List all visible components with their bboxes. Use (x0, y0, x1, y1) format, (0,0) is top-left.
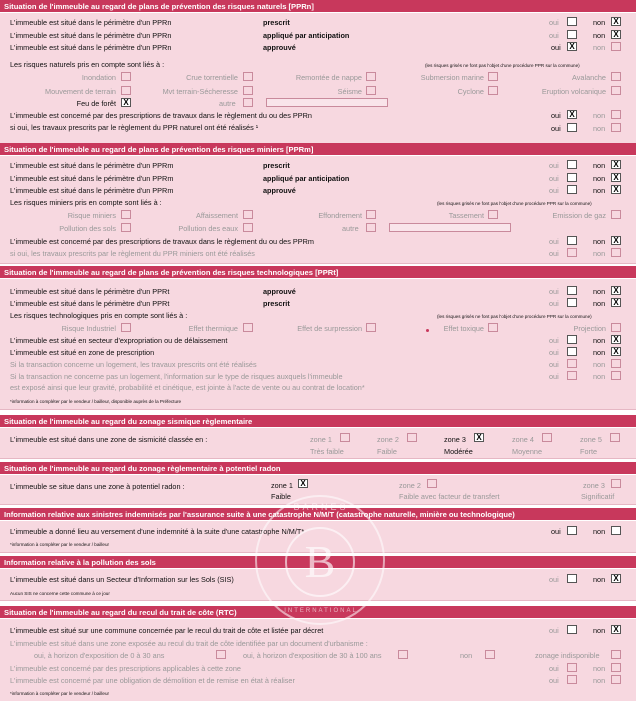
risk-effet-thermique-label: Effet thermique (188, 324, 238, 333)
pprn-row-approuve-status: approuvé (263, 43, 296, 52)
pprt-prescription-oui-checkbox[interactable] (567, 347, 577, 356)
rtc-demolition-oui-checkbox[interactable] (567, 675, 577, 684)
pprn-risks-note: (les risques grisés ne font pas l'objet d'une procédure PPR sur la commune) (425, 63, 580, 68)
risk-crue-torrentielle-label: Crue torrentielle (186, 73, 238, 82)
pprt-non-logement-non-label: non (593, 372, 606, 381)
pprt-non-logement-oui-checkbox[interactable] (567, 371, 577, 380)
rtc-commune-oui-label: oui (549, 626, 559, 635)
sols-non-label: non (593, 575, 606, 584)
sismique-zone3-level: Modérée (444, 447, 473, 456)
pprm-row-anticipation-status: appliqué par anticipation (263, 174, 350, 183)
sinistres-oui-checkbox[interactable] (567, 526, 577, 535)
pprt-non-logement-question-cont: est exposé ainsi que leur gravité, probabilité et cinétique, est jointe à l'acte de vente ou au contrat de location* (10, 383, 365, 392)
risk-cyclone-label: Cyclone (457, 87, 484, 96)
pprn-prescriptions-non-checkbox[interactable] (611, 110, 621, 119)
sismique-zone3-label: zone 3 (444, 435, 466, 444)
sismique-zone4-checkbox[interactable] (542, 433, 552, 442)
section-pprm-header: Situation de l'immeuble au regard de plans de prévention des risques miniers [PPRm] (0, 143, 636, 155)
pprm-approuve-oui-checkbox[interactable] (567, 185, 577, 194)
rtc-option-indisponible-checkbox[interactable] (611, 650, 621, 659)
pprm-travaux-question: si oui, les travaux prescrits par le règlement du PPR miniers ont été réalisés (10, 249, 255, 258)
radon-zone1-checkbox[interactable]: X (298, 479, 308, 488)
pprt-risks-intro: Les risques technologiques pris en compte sont liés à : (10, 311, 188, 320)
pprt-approuve-oui-label: oui (549, 287, 559, 296)
pprn-row-anticipation-status: appliqué par anticipation (263, 31, 350, 40)
sismique-zone4-level: Moyenne (512, 447, 543, 456)
risk-industriel-label: Risque Industriel (61, 324, 116, 333)
pprm-autre-checkbox[interactable] (366, 223, 376, 232)
pprt-non-logement-non-checkbox[interactable] (611, 371, 621, 380)
pprt-prescription-question: L'immeuble est situé en zone de prescription (10, 348, 155, 357)
section-pprm (0, 156, 636, 264)
pprt-expropriation-question: L'immeuble est situé en secteur d'expropriation ou de délaissement (10, 336, 228, 345)
pprn-travaux-oui-label: oui (551, 124, 561, 133)
pprm-anticipation-oui-checkbox[interactable] (567, 173, 577, 182)
pprn-prescrit-non-label: non (593, 18, 606, 27)
sismique-question: L'immeuble est situé dans une zone de sismicité classée en : (10, 435, 208, 444)
pprn-anticipation-oui-label: oui (549, 31, 559, 40)
pprn-travaux-question: si oui, les travaux prescrits par le règlement du PPR naturel ont été réalisés ¹ (10, 123, 259, 132)
risk-projection-checkbox[interactable] (611, 323, 621, 332)
pprn-autre-checkbox[interactable] (243, 98, 253, 107)
rtc-demolition-non-label: non (593, 676, 606, 685)
risk-submersion-marine-label: Submersion marine (420, 73, 484, 82)
sismique-zone2-level: Faible (377, 447, 397, 456)
sismique-zone1-level: Très faible (310, 447, 344, 456)
sismique-zone5-checkbox[interactable] (610, 433, 620, 442)
section-pprt-header: Situation de l'immeuble au regard de plans de prévention des risques technologiques [PPRt] (0, 266, 636, 278)
rtc-zone-question: L'immeuble est situé dans une zone exposée au recul du trait de côte identifiée par un document d'urbanisme : (10, 639, 368, 648)
pprt-row-approuve-label: L'immeuble est situé dans le périmètre d'un PPRt (10, 287, 170, 296)
risk-pollution-eaux-label: Pollution des eaux (178, 224, 238, 233)
radon-zone3-label: zone 3 (583, 481, 605, 490)
pprn-row-anticipation-label: L'immeuble est situé dans le périmètre d'un PPRn (10, 31, 172, 40)
pprm-prescrit-non-label: non (593, 161, 606, 170)
risk-cyclone-checkbox[interactable] (488, 86, 498, 95)
risk-crue-torrentielle-checkbox[interactable] (243, 72, 253, 81)
risk-tassement-label: Tassement (448, 211, 484, 220)
pprm-prescrit-oui-label: oui (549, 161, 559, 170)
risk-effet-toxique-checkbox[interactable] (488, 323, 498, 332)
risk-feu-foret-checkbox[interactable]: X (121, 98, 131, 107)
radon-zone3-checkbox[interactable] (611, 479, 621, 488)
sismique-zone5-level: Forte (580, 447, 598, 456)
pprm-prescriptions-question: L'immeuble est concerné par des prescriptions de travaux dans le règlement du ou des PPRm (10, 237, 314, 246)
pprn-autre-input[interactable] (266, 98, 388, 107)
risk-mouvement-terrain-checkbox[interactable] (121, 86, 131, 95)
sismique-zone1-label: zone 1 (310, 435, 332, 444)
pprm-travaux-oui-checkbox[interactable] (567, 248, 577, 257)
pprt-logement-non-checkbox[interactable] (611, 359, 621, 368)
pprt-logement-oui-checkbox[interactable] (567, 359, 577, 368)
watermark-top-text: BARNES (293, 502, 349, 512)
risk-remontee-nappe-checkbox[interactable] (366, 72, 376, 81)
pprt-prescription-non-checkbox[interactable]: X (611, 347, 621, 356)
pprm-risks-note: (les risques grisés ne font pas l'objet d'une procédure PPR sur la commune) (437, 201, 592, 206)
pprn-travaux-non-checkbox[interactable] (611, 123, 621, 132)
radon-zone3-level: Significatif (581, 492, 615, 501)
pprm-row-approuve-label: L'immeuble est situé dans le périmètre d'un PPRm (10, 186, 174, 195)
pprm-row-prescrit-status: prescrit (263, 161, 290, 170)
sismique-zone2-checkbox[interactable] (407, 433, 417, 442)
pprt-expropriation-oui-label: oui (549, 336, 559, 345)
pprn-prescriptions-oui-checkbox[interactable]: X (567, 110, 577, 119)
sinistres-non-label: non (593, 527, 606, 536)
risk-eruption-volcanique-label: Eruption volcanique (541, 87, 606, 96)
rtc-option-30-100-label: oui, à horizon d'exposition de 30 à 100 ans (243, 651, 382, 660)
risk-effondrement-label: Effondrement (318, 211, 362, 220)
sismique-zone1-checkbox[interactable] (340, 433, 350, 442)
pprn-prescrit-oui-label: oui (549, 18, 559, 27)
pprm-risks-intro: Les risques miniers pris en compte sont liés à : (10, 198, 162, 207)
risk-pollution-eaux-checkbox[interactable] (243, 223, 253, 232)
pprt-approuve-non-label: non (593, 287, 606, 296)
pprt-prescrit-non-checkbox[interactable]: X (611, 298, 621, 307)
risk-feu-foret-label: Feu de forêt (76, 99, 116, 108)
rtc-option-non-checkbox[interactable] (485, 650, 495, 659)
rtc-option-0-30-label: oui, à horizon d'exposition de 0 à 30 ans (34, 651, 165, 660)
pprm-row-approuve-status: approuvé (263, 186, 296, 195)
rtc-demolition-question: L'immeuble est concerné par une obligation de démolition et de remise en état à réaliser (10, 676, 295, 685)
rtc-prescriptions-non-checkbox[interactable] (611, 663, 621, 672)
section-pprn (0, 13, 636, 146)
risk-miniers-label: Risque miniers (67, 211, 116, 220)
sinistres-oui-label: oui (551, 527, 561, 536)
rtc-demolition-oui-label: oui (549, 676, 559, 685)
rtc-commune-question: L'immeuble est situé sur une commune concernée par le recul du trait de côte et listée par décret (10, 626, 324, 635)
pprt-expropriation-oui-checkbox[interactable] (567, 335, 577, 344)
pprt-approuve-non-checkbox[interactable]: X (611, 286, 621, 295)
pprm-prescrit-non-checkbox[interactable]: X (611, 160, 621, 169)
radon-zone2-level: Faible avec facteur de transfert (399, 492, 500, 501)
pprm-prescriptions-non-label: non (593, 237, 606, 246)
section-sols-header: Information relative à la pollution des sols (0, 556, 636, 568)
section-sinistres-header: Information relative aux sinistres indemnisés par l'assurance suite à une catastrophe N/M/T (catastrophe naturelle, minière ou technologique) (0, 508, 636, 520)
risk-emission-gaz-label: Emission de gaz (552, 211, 606, 220)
rtc-prescriptions-oui-label: oui (549, 664, 559, 673)
pprm-anticipation-non-label: non (593, 174, 606, 183)
pprn-travaux-non-label: non (593, 124, 606, 133)
radon-zone1-level: Faible (271, 492, 291, 501)
pprt-prescrit-non-label: non (593, 299, 606, 308)
risk-seisme-checkbox[interactable] (366, 86, 376, 95)
pprn-approuve-oui-checkbox[interactable]: X (567, 42, 577, 51)
radon-zone1-label: zone 1 (271, 481, 293, 490)
risk-effet-toxique-label: Effet toxique (443, 324, 484, 333)
risk-avalanche-label: Avalanche (572, 73, 606, 82)
pprm-approuve-non-label: non (593, 186, 606, 195)
pprm-approuve-non-checkbox[interactable]: X (611, 185, 621, 194)
sols-oui-checkbox[interactable] (567, 574, 577, 583)
pprn-approuve-non-checkbox[interactable] (611, 42, 621, 51)
pprt-approuve-oui-checkbox[interactable] (567, 286, 577, 295)
risk-industriel-checkbox[interactable] (121, 323, 131, 332)
risk-mvt-secheresse-checkbox[interactable] (243, 86, 253, 95)
rtc-footnote: *information à compléter par le vendeur / bailleur (10, 691, 110, 696)
risk-remontee-nappe-label: Remontée de nappe (295, 73, 362, 82)
rtc-prescriptions-non-label: non (593, 664, 606, 673)
pprn-prescriptions-question: L'immeuble est concerné par des prescriptions de travaux dans le règlement du ou des PPRn (10, 111, 312, 120)
sismique-zone2-label: zone 2 (377, 435, 399, 444)
pprn-travaux-oui-checkbox[interactable] (567, 123, 577, 132)
section-sismique-header: Situation de l'immeuble au regard du zonage sismique règlementaire (0, 415, 636, 427)
sismique-zone4-label: zone 4 (512, 435, 534, 444)
section-radon-header: Situation de l'immeuble au regard du zonage règlementaire à potentiel radon (0, 462, 636, 474)
risk-seisme-label: Séisme (337, 87, 362, 96)
pprt-footnote: *information à compléter par le vendeur / bailleur, disponible auprès de la Préfecture (10, 399, 182, 404)
pprm-autre-label: autre (342, 224, 359, 233)
risk-emission-gaz-checkbox[interactable] (611, 210, 621, 219)
risk-inondation-label: Inondation (81, 73, 116, 82)
pprm-prescriptions-oui-label: oui (549, 237, 559, 246)
risk-affaissement-label: Affaissement (195, 211, 238, 220)
risk-tassement-checkbox[interactable] (488, 210, 498, 219)
rtc-option-non-label: non (460, 651, 473, 660)
section-rtc (0, 619, 636, 701)
pprn-anticipation-non-checkbox[interactable]: X (611, 30, 621, 39)
risk-effet-surpression-checkbox[interactable] (366, 323, 376, 332)
rtc-option-0-30-checkbox[interactable] (216, 650, 226, 659)
pprt-risks-note: (les risques grisés ne font pas l'objet d'une procédure PPR sur la commune) (437, 314, 592, 319)
section-pprt (0, 279, 636, 410)
risk-pollution-sols-label: Pollution des sols (59, 224, 116, 233)
sinistres-non-checkbox[interactable] (611, 526, 621, 535)
risk-effondrement-checkbox[interactable] (366, 210, 376, 219)
pprt-row-approuve-status: approuvé (263, 287, 296, 296)
pprn-risks-intro: Les risques naturels pris en compte sont liés à : (10, 60, 165, 69)
pprm-travaux-non-checkbox[interactable] (611, 248, 621, 257)
pprm-travaux-non-label: non (593, 249, 606, 258)
rtc-prescriptions-oui-checkbox[interactable] (567, 663, 577, 672)
rtc-option-30-100-checkbox[interactable] (398, 650, 408, 659)
risk-miniers-checkbox[interactable] (121, 210, 131, 219)
pprn-approuve-oui-label: oui (551, 43, 561, 52)
risk-projection-label: Projection (573, 324, 606, 333)
pprm-prescrit-oui-checkbox[interactable] (567, 160, 577, 169)
risk-mvt-secheresse-label: Mvt terrain-Sécheresse (162, 87, 238, 96)
pprm-autre-input[interactable] (389, 223, 511, 232)
sismique-zone3-checkbox[interactable]: X (474, 433, 484, 442)
risk-eruption-volcanique-checkbox[interactable] (611, 86, 621, 95)
risk-submersion-marine-checkbox[interactable] (488, 72, 498, 81)
rtc-prescriptions-question: L'immeuble est concerné par des prescriptions applicables à cette zone (10, 664, 241, 673)
pprn-anticipation-non-label: non (593, 31, 606, 40)
radon-zone2-label: zone 2 (399, 481, 421, 490)
pprm-prescriptions-oui-checkbox[interactable] (567, 236, 577, 245)
pprn-autre-label: autre (219, 99, 236, 108)
section-pprn-header: Situation de l'immeuble au regard de plans de prévention des risques naturels [PPRn] (0, 0, 636, 12)
pprt-logement-oui-label: oui (549, 360, 559, 369)
rtc-option-indisponible-label: zonage indisponible (535, 651, 600, 660)
pprm-approuve-oui-label: oui (549, 186, 559, 195)
risk-avalanche-checkbox[interactable] (611, 72, 621, 81)
pprn-prescriptions-oui-label: oui (551, 111, 561, 120)
pprt-prescription-non-label: non (593, 348, 606, 357)
pprm-travaux-oui-label: oui (549, 249, 559, 258)
radon-question: L'immeuble se situe dans une zone à potentiel radon : (10, 482, 185, 491)
watermark-bottom-text: INTERNATIONAL (284, 608, 358, 614)
pprn-row-prescrit-status: prescrit (263, 18, 290, 27)
pprt-logement-non-label: non (593, 360, 606, 369)
risk-effet-surpression-label: Effet de surpression (297, 324, 362, 333)
pprn-approuve-non-label: non (593, 43, 606, 52)
pprt-non-logement-oui-label: oui (549, 372, 559, 381)
pprn-anticipation-oui-checkbox[interactable] (567, 30, 577, 39)
pprm-anticipation-oui-label: oui (549, 174, 559, 183)
pprn-row-prescrit-label: L'immeuble est situé dans le périmètre d'un PPRn (10, 18, 172, 27)
pprm-anticipation-non-checkbox[interactable]: X (611, 173, 621, 182)
pprn-prescrit-non-checkbox[interactable]: X (611, 17, 621, 26)
sols-non-checkbox[interactable]: X (611, 574, 621, 583)
risk-effet-thermique-checkbox[interactable] (243, 323, 253, 332)
risk-inondation-checkbox[interactable] (121, 72, 131, 81)
risk-affaissement-checkbox[interactable] (243, 210, 253, 219)
pprt-row-prescrit-status: prescrit (263, 299, 290, 308)
section-sismique (0, 428, 636, 459)
pprt-non-logement-question: Si la transaction ne concerne pas un logement, l'information sur le type de risques auxquels l'immeuble (10, 372, 343, 381)
sismique-zone5-label: zone 5 (580, 435, 602, 444)
pprt-logement-question: Si la transaction concerne un logement, les travaux prescrits ont été réalisés (10, 360, 257, 369)
section-rtc-header: Situation de l'immeuble au regard du recul du trait de côte (RTC) (0, 606, 636, 618)
pprt-expropriation-non-checkbox[interactable]: X (611, 335, 621, 344)
sols-question: L'immeuble est situé dans un Secteur d'Information sur les Sols (SIS) (10, 575, 234, 584)
radon-zone2-checkbox[interactable] (427, 479, 437, 488)
sinistres-footnote: *information à compléter par le vendeur / bailleur (10, 542, 110, 547)
pprt-prescription-oui-label: oui (549, 348, 559, 357)
risk-pollution-sols-checkbox[interactable] (121, 223, 131, 232)
pprm-row-anticipation-label: L'immeuble est situé dans le périmètre d'un PPRm (10, 174, 174, 183)
rtc-demolition-non-checkbox[interactable] (611, 675, 621, 684)
sols-oui-label: oui (549, 575, 559, 584)
sinistres-question: L'immeuble a donné lieu au versement d'une indemnité à la suite d'une catastrophe N/M/T* (10, 527, 305, 536)
rtc-commune-non-label: non (593, 626, 606, 635)
pprt-prescrit-oui-checkbox[interactable] (567, 298, 577, 307)
risk-mouvement-terrain-label: Mouvement de terrain (45, 87, 116, 96)
sols-footnote: Aucun SIS ne concerne cette commune à ce jour (10, 591, 110, 596)
pprt-row-prescrit-label: L'immeuble est situé dans le périmètre d'un PPRt (10, 299, 170, 308)
pprt-prescrit-oui-label: oui (549, 299, 559, 308)
rtc-commune-oui-checkbox[interactable] (567, 625, 577, 634)
pprn-prescrit-oui-checkbox[interactable] (567, 17, 577, 26)
pprt-expropriation-non-label: non (593, 336, 606, 345)
watermark-letter: B (304, 536, 336, 587)
pprn-row-approuve-label: L'immeuble est situé dans le périmètre d'un PPRn (10, 43, 172, 52)
pprn-prescriptions-non-label: non (593, 111, 606, 120)
rtc-commune-non-checkbox[interactable]: X (611, 625, 621, 634)
pprm-prescriptions-non-checkbox[interactable]: X (611, 236, 621, 245)
pprm-row-prescrit-label: L'immeuble est situé dans le périmètre d'un PPRm (10, 161, 174, 170)
